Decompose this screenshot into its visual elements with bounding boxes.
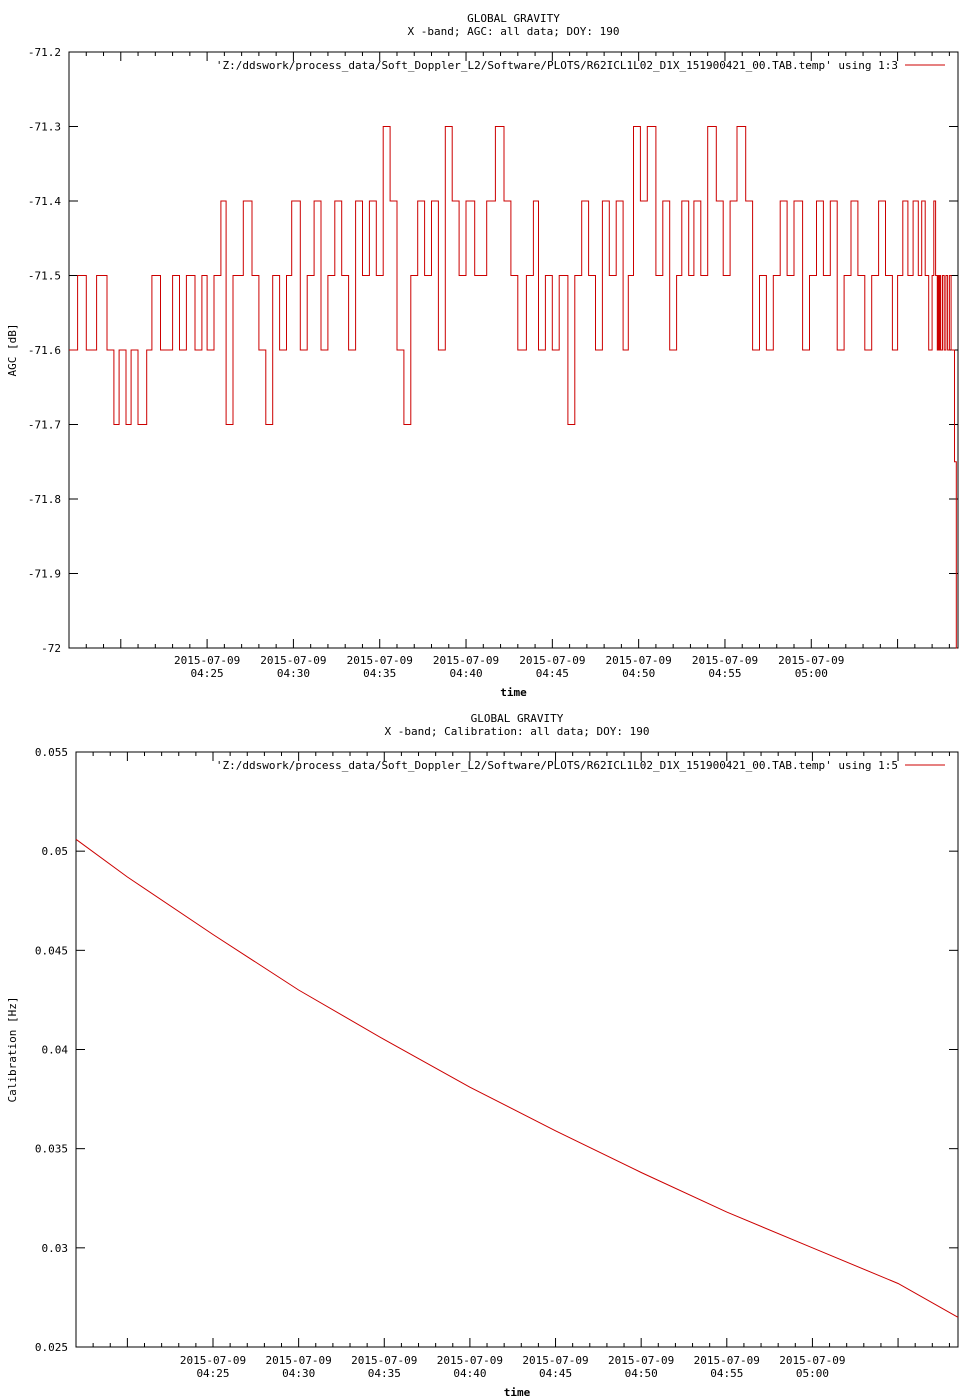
- y-tick-label: 0.055: [34, 746, 68, 759]
- y-axis-label: AGC [dB]: [6, 323, 19, 377]
- x-tick-time-label: 05:00: [794, 667, 828, 680]
- chart-subtitle: X -band; Calibration: all data; DOY: 190: [384, 725, 650, 738]
- x-tick-time-label: 04:55: [708, 667, 742, 680]
- chart-title: GLOBAL GRAVITY: [470, 712, 564, 725]
- y-tick-label: 0.05: [41, 845, 68, 859]
- y-tick-label: 0.025: [34, 1341, 68, 1354]
- x-tick-time-label: 04:35: [367, 1367, 401, 1380]
- y-tick-label: -71.6: [27, 344, 61, 357]
- plot-frame: [76, 752, 958, 1347]
- y-tick-label: 0.045: [34, 944, 68, 958]
- chart-title: GLOBAL GRAVITY: [467, 12, 560, 25]
- x-tick-time-label: 04:25: [196, 1367, 230, 1380]
- legend-label: 'Z:/ddswork/process_data/Soft_Doppler_L2/Software/PLOTS/R62ICL1L02_D1X_151900421_00.TAB.temp' using 1:3: [215, 59, 898, 72]
- x-tick-time-label: 04:55: [710, 1367, 744, 1380]
- x-tick-time-label: 04:30: [282, 1367, 316, 1380]
- x-tick-date-label: 2015-07-09: [519, 654, 586, 667]
- x-tick-time-label: 04:35: [363, 667, 397, 680]
- x-tick-time-label: 04:30: [276, 667, 310, 680]
- x-tick-time-label: 04:50: [624, 1367, 658, 1380]
- x-tick-date-label: 2015-07-09: [778, 654, 845, 667]
- x-tick-time-label: 04:45: [538, 1367, 573, 1380]
- chart-subtitle: X -band; AGC: all data; DOY: 190: [407, 25, 620, 38]
- x-tick-date-label: 2015-07-09: [351, 1354, 418, 1367]
- y-axis-label: Calibration [Hz]: [6, 996, 19, 1103]
- x-tick-date-label: 2015-07-09: [260, 654, 327, 667]
- y-tick-label: -71.8: [27, 493, 61, 506]
- x-tick-time-label: 04:40: [453, 1367, 487, 1380]
- y-tick-label: -71.4: [27, 195, 61, 208]
- series-line: [69, 127, 957, 649]
- y-tick-label: -71.7: [27, 418, 61, 432]
- x-tick-date-label: 2015-07-09: [779, 1354, 846, 1367]
- x-axis-label: time: [503, 1386, 531, 1399]
- x-tick-time-label: 05:00: [795, 1367, 829, 1380]
- x-tick-time-label: 04:50: [622, 667, 656, 680]
- y-tick-label: -71.2: [27, 46, 61, 59]
- x-tick-time-label: 04:40: [449, 667, 483, 680]
- x-tick-date-label: 2015-07-09: [605, 654, 672, 667]
- x-tick-time-label: 04:45: [535, 667, 569, 680]
- x-tick-date-label: 2015-07-09: [608, 1354, 675, 1367]
- y-tick-label: -72: [41, 642, 61, 655]
- y-tick-label: -71.5: [27, 269, 61, 283]
- x-tick-date-label: 2015-07-09: [346, 654, 413, 667]
- x-tick-date-label: 2015-07-09: [691, 654, 759, 667]
- series-line: [76, 839, 958, 1317]
- x-tick-date-label: 2015-07-09: [693, 1354, 760, 1367]
- x-tick-date-label: 2015-07-09: [436, 1354, 504, 1367]
- x-tick-date-label: 2015-07-09: [522, 1354, 589, 1367]
- x-tick-date-label: 2015-07-09: [179, 1354, 247, 1367]
- y-tick-label: 0.03: [41, 1241, 68, 1255]
- y-tick-label: -71.9: [27, 567, 61, 581]
- y-tick-label: 0.04: [41, 1043, 68, 1057]
- x-tick-time-label: 04:25: [190, 667, 224, 680]
- y-tick-label: 0.035: [34, 1142, 68, 1156]
- x-tick-date-label: 2015-07-09: [173, 654, 241, 667]
- x-axis-label: time: [500, 686, 527, 699]
- legend-label: 'Z:/ddswork/process_data/Soft_Doppler_L2/Software/PLOTS/R62ICL1L02_D1X_151900421_00.TAB.temp' using 1:5: [215, 759, 898, 772]
- x-tick-date-label: 2015-07-09: [432, 654, 500, 667]
- y-tick-label: -71.3: [27, 120, 61, 134]
- x-tick-date-label: 2015-07-09: [265, 1354, 332, 1367]
